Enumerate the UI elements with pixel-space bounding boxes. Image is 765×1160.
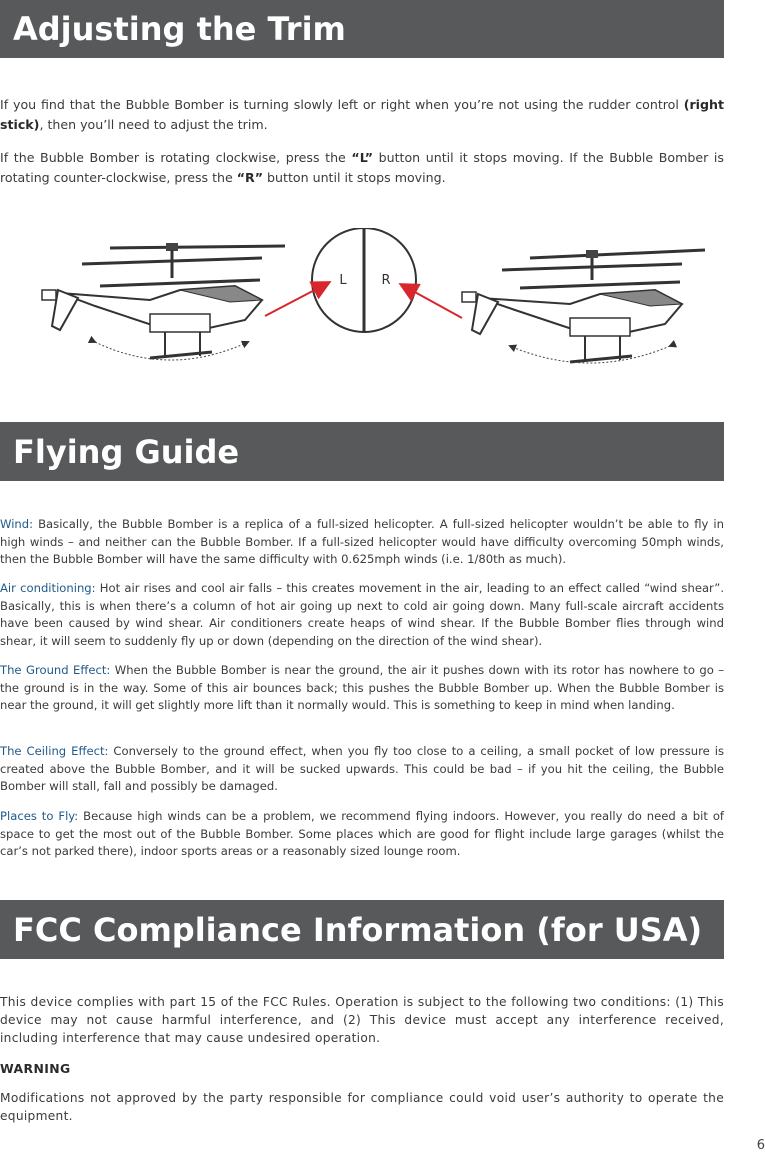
section-header-trim (0, 0, 724, 58)
guide-item-wind: Wind: Basically, the Bubble Bomber is a replica of a full-sized helicopter. A full-sized helicopter wouldn’t be able to fly in high winds – and neither can the Bubble Bomber. If a full-sized helicopter would have difficulty overcoming 50mph winds, then the Bubble Bomber will have the same difficulty with 0.625mph winds (i.e. 1/80th as much). (0, 517, 724, 567)
section-title: Flying Guide (13, 432, 240, 471)
trim-paragraph-2: If the Bubble Bomber is rotating clockwise, press the “L” button until it stops moving. If the Bubble Bomber is rotating counter-clockwise, press the “R” button until it stops moving. (0, 150, 724, 185)
section-header-flying-guide (0, 422, 724, 481)
warning-label: WARNING (0, 1061, 71, 1076)
guide-item-ground-effect: The Ground Effect: When the Bubble Bomber is near the ground, the air it pushes down with its rotor has nowhere to go – the ground is in the way. Some of this air bounces back; this pushes the Bubble Bomber up. When the Bubble Bomber is near the ground, it will get slightly more lift than it normally would. This is something to keep in mind when landing. (0, 663, 725, 713)
fcc-paragraph: This device complies with part 15 of the FCC Rules. Operation is subject to the following two conditions: (1) This device may not cause harmful interference, and (2) This device must accept any interference received, including interference that may cause undesired operation. (0, 995, 724, 1045)
section-title: Adjusting the Trim (13, 10, 346, 48)
trim-figure (0, 228, 724, 388)
helicopter-icon (42, 243, 285, 358)
guide-item-air-conditioning: Air conditioning: Hot air rises and cool air falls – this creates movement in the air, leading to an effect called “wind shear”. Basically, this is when there’s a column of hot air going up next to cold air going down. Many full-scale aircraft accidents have been caused by wind shear. Air conditioners create heaps of wind shear. If the Bubble Bomber flies through wind shear, it will seem to suddenly fly up or down (depending on the direction of the wind shear). (0, 581, 724, 649)
trim-button-icon (312, 228, 416, 332)
trim-left-label: L (339, 273, 347, 288)
section-header-fcc (0, 900, 724, 959)
trim-right-label: R (381, 273, 391, 288)
guide-item-places-to-fly: Places to Fly: Because high winds can be a problem, we recommend flying indoors. However, you really do need a bit of space to get the most out of the Bubble Bomber. Some places which are good for flight include large garages (whilst the car’s not parked there), indoor sports areas or a reasonably sized lounge room. (0, 809, 725, 859)
warning-paragraph: Modifications not approved by the party responsible for compliance could void user’s authority to operate the equipment. (0, 1091, 724, 1123)
section-title: FCC Compliance Information (for USA) (13, 910, 703, 949)
guide-item-ceiling-effect: The Ceiling Effect: Conversely to the ground effect, when you fly too close to a ceiling, a small pocket of low pressure is created above the Bubble Bomber, and it will be sucked upwards. This could be bad – if you hit the ceiling, the Bubble Bomber will stall, fall and possibly be damaged. (0, 744, 724, 794)
helicopter-icon (462, 250, 705, 362)
trim-paragraph-1: If you find that the Bubble Bomber is turning slowly left or right when you’re not using the rudder control (right stick), then you’ll need to adjust the trim. (0, 97, 724, 132)
page-number: 6 (756, 1138, 765, 1153)
